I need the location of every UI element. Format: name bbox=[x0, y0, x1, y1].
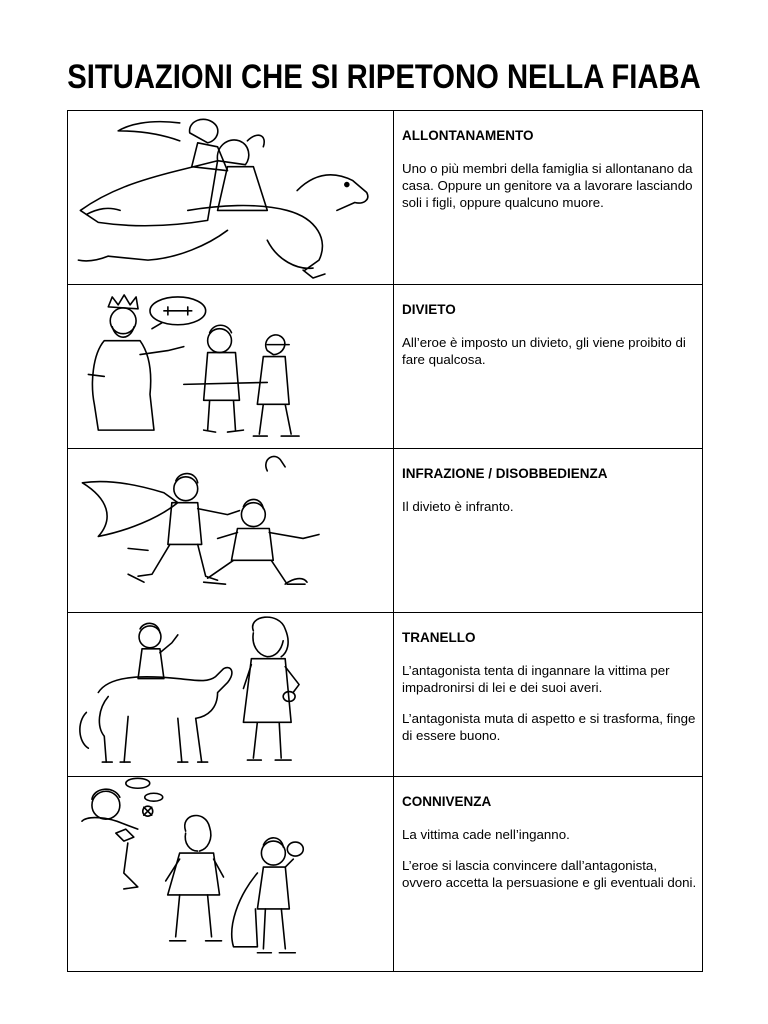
illustration-cell bbox=[68, 777, 394, 971]
description-cell bbox=[402, 629, 698, 758]
description-cell bbox=[402, 465, 698, 529]
illustration-cell bbox=[68, 285, 394, 448]
table-row bbox=[68, 285, 702, 449]
poison-drink-illustration bbox=[68, 777, 393, 971]
riders-on-horse-illustration bbox=[68, 111, 393, 284]
page-title: SITUAZIONI CHE SI RIPETONO NELLA FIABA bbox=[67, 58, 701, 96]
situation-heading: DIVIETO bbox=[402, 302, 456, 317]
hooded-stranger-illustration bbox=[68, 613, 393, 776]
situation-description: La vittima cade nell’inganno. bbox=[402, 827, 570, 842]
situation-description: Uno o più membri della famiglia si allontanano da casa. Oppure un genitore va a lavorare lasciando soli i figli, oppure qualcuno muore. bbox=[402, 161, 693, 210]
table-row bbox=[68, 111, 702, 285]
situation-heading: INFRAZIONE / DISOBBEDIENZA bbox=[402, 466, 608, 481]
illustration-cell bbox=[68, 613, 394, 776]
situation-heading: CONNIVENZA bbox=[402, 794, 492, 809]
description-cell bbox=[402, 793, 698, 905]
situation-heading: TRANELLO bbox=[402, 630, 476, 645]
description-cell bbox=[402, 301, 698, 382]
fighting-boys-illustration bbox=[68, 449, 393, 612]
situation-description: Il divieto è infranto. bbox=[402, 499, 514, 514]
situation-description: All’eroe è imposto un divieto, gli viene proibito di fare qualcosa. bbox=[402, 335, 686, 367]
fairy-tale-table bbox=[67, 110, 703, 972]
situation-description: L’eroe si lascia convincere dall’antagonista, ovvero accetta la persuasione e gli eventuali doni. bbox=[402, 858, 697, 890]
illustration-cell bbox=[68, 449, 394, 612]
table-row bbox=[68, 449, 702, 613]
description-cell bbox=[402, 127, 698, 225]
situation-description: L’antagonista muta di aspetto e si trasforma, finge di essere buono. bbox=[402, 711, 696, 743]
king-forbidding-illustration bbox=[68, 285, 393, 448]
table-row bbox=[68, 613, 702, 777]
table-row bbox=[68, 777, 702, 971]
illustration-cell bbox=[68, 111, 394, 284]
situation-description: L’antagonista tenta di ingannare la vittima per impadronirsi di lei e dei suoi averi. bbox=[402, 663, 670, 695]
situation-heading: ALLONTANAMENTO bbox=[402, 128, 534, 143]
